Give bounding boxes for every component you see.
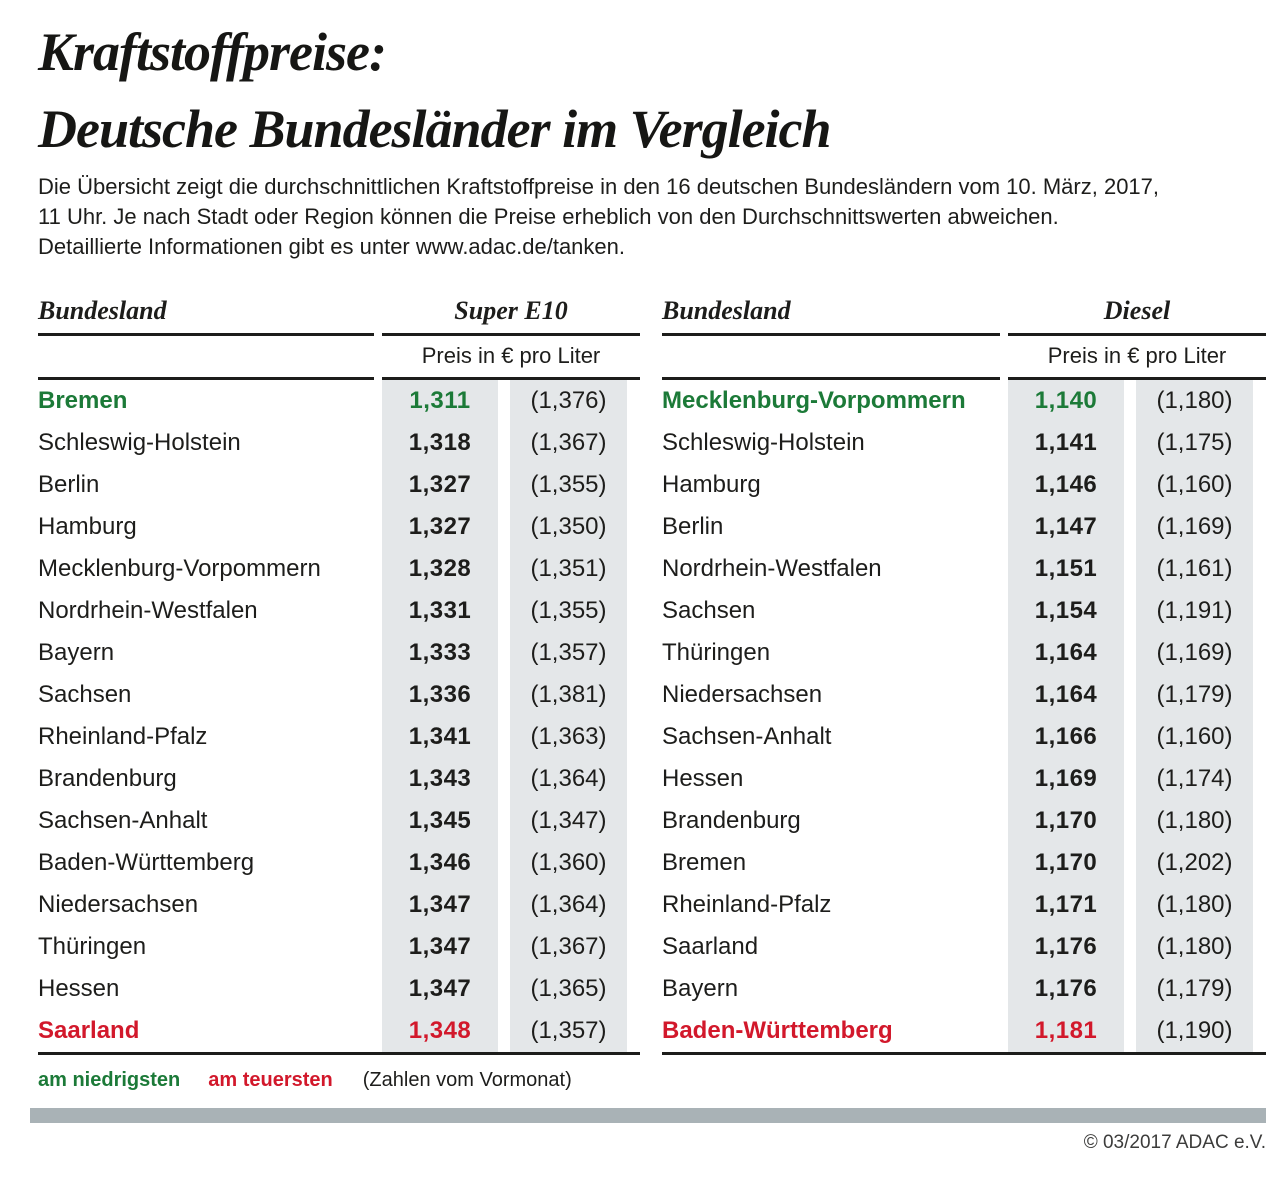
state-name: Bremen [662, 849, 747, 876]
price-previous: (1,376) [510, 380, 627, 422]
price-current: 1,164 [1008, 674, 1124, 716]
price-previous: (1,381) [510, 674, 627, 716]
state-name: Bayern [38, 639, 115, 666]
price-current: 1,181 [1008, 1010, 1124, 1052]
price-previous: (1,363) [510, 716, 627, 758]
column-header-unit: Preis in € pro Liter [1008, 336, 1266, 380]
table-row [662, 842, 1266, 884]
legend-highest-label: am teuersten [208, 1069, 333, 1091]
price-current: 1,166 [1008, 716, 1124, 758]
state-name: Sachsen [38, 681, 132, 708]
table-body-diesel [662, 380, 1266, 1055]
state-name: Hamburg [662, 471, 761, 498]
state-name: Saarland [662, 933, 759, 960]
price-previous: (1,364) [510, 884, 627, 926]
legend-lowest-label: am niedrigsten [38, 1069, 181, 1091]
state-name: Thüringen [38, 933, 147, 960]
table-row [38, 464, 640, 506]
price-current: 1,347 [382, 926, 498, 968]
table-row [662, 716, 1266, 758]
price-previous: (1,169) [1136, 506, 1253, 548]
price-previous: (1,355) [510, 590, 627, 632]
column-header-diesel: Diesel [1008, 296, 1266, 336]
table-row [38, 674, 640, 716]
page-title-line2: Deutsche Bundesländer im Vergleich [38, 99, 831, 159]
price-current: 1,318 [382, 422, 498, 464]
price-previous: (1,367) [510, 926, 627, 968]
state-name: Bremen [38, 387, 128, 414]
page-title-line1: Kraftstoffpreise: [38, 22, 386, 82]
price-previous: (1,367) [510, 422, 627, 464]
state-name: Saarland [38, 1017, 140, 1044]
state-name: Nordrhein-Westfalen [38, 597, 258, 624]
state-name: Berlin [662, 513, 724, 540]
table-row [662, 632, 1266, 674]
price-previous: (1,360) [510, 842, 627, 884]
state-name: Niedersachsen [38, 891, 199, 918]
intro-line2: 11 Uhr. Je nach Stadt oder Region können die Preise erheblich von den Durchschnittswerten abweichen. [38, 204, 1059, 229]
table-row [38, 842, 640, 884]
price-current: 1,343 [382, 758, 498, 800]
column-header-bundesland: Bundesland [38, 296, 374, 336]
intro-line3: Detaillierte Informationen gibt es unter www.adac.de/tanken. [38, 234, 625, 259]
state-name: Rheinland-Pfalz [38, 723, 208, 750]
state-name: Niedersachsen [662, 681, 823, 708]
table-row [38, 800, 640, 842]
state-name: Sachsen-Anhalt [662, 723, 832, 750]
price-current: 1,311 [382, 380, 498, 422]
copyright-notice: © 03/2017 ADAC e.V. [1083, 1132, 1266, 1153]
table-row [662, 1010, 1266, 1052]
price-current: 1,347 [382, 884, 498, 926]
table-row [38, 716, 640, 758]
state-name: Rheinland-Pfalz [662, 891, 832, 918]
table-row [662, 968, 1266, 1010]
state-name: Hamburg [38, 513, 137, 540]
table-row [38, 968, 640, 1010]
price-current: 1,336 [382, 674, 498, 716]
price-current: 1,331 [382, 590, 498, 632]
price-previous: (1,180) [1136, 884, 1253, 926]
legend-note: (Zahlen vom Vormonat) [362, 1069, 572, 1091]
price-previous: (1,169) [1136, 632, 1253, 674]
table-row [662, 884, 1266, 926]
table-row [38, 926, 640, 968]
legend [38, 1069, 1266, 1092]
state-name: Thüringen [662, 639, 771, 666]
price-current: 1,140 [1008, 380, 1124, 422]
price-previous: (1,180) [1136, 926, 1253, 968]
table-row [662, 800, 1266, 842]
table-row [662, 590, 1266, 632]
price-current: 1,346 [382, 842, 498, 884]
price-previous: (1,351) [510, 548, 627, 590]
price-previous: (1,161) [1136, 548, 1253, 590]
price-previous: (1,191) [1136, 590, 1253, 632]
divider-bar [30, 1108, 1266, 1123]
price-current: 1,327 [382, 464, 498, 506]
state-name: Hessen [38, 975, 120, 1002]
price-previous: (1,180) [1136, 380, 1253, 422]
table-super-e10 [38, 296, 640, 1055]
tables-container [38, 296, 1266, 1055]
price-current: 1,151 [1008, 548, 1124, 590]
price-previous: (1,202) [1136, 842, 1253, 884]
price-previous: (1,179) [1136, 968, 1253, 1010]
price-previous: (1,364) [510, 758, 627, 800]
state-name: Mecklenburg-Vorpommern [662, 387, 966, 414]
price-previous: (1,350) [510, 506, 627, 548]
price-current: 1,141 [1008, 422, 1124, 464]
state-name: Brandenburg [662, 807, 801, 834]
subheader-spacer [662, 336, 1000, 380]
table-row [38, 758, 640, 800]
table-row [38, 380, 640, 422]
table-row [38, 548, 640, 590]
price-current: 1,328 [382, 548, 498, 590]
price-current: 1,170 [1008, 800, 1124, 842]
state-name: Sachsen-Anhalt [38, 807, 208, 834]
price-previous: (1,190) [1136, 1010, 1253, 1052]
price-current: 1,154 [1008, 590, 1124, 632]
state-name: Berlin [38, 471, 100, 498]
state-name: Hessen [662, 765, 744, 792]
price-previous: (1,160) [1136, 716, 1253, 758]
price-current: 1,341 [382, 716, 498, 758]
price-current: 1,164 [1008, 632, 1124, 674]
table-row [38, 632, 640, 674]
table-row [662, 422, 1266, 464]
price-previous: (1,347) [510, 800, 627, 842]
table-row [662, 380, 1266, 422]
column-header-super-e10: Super E10 [382, 296, 640, 336]
table-row [662, 548, 1266, 590]
table-row [38, 884, 640, 926]
state-name: Sachsen [662, 597, 756, 624]
intro-text [38, 172, 1266, 262]
price-previous: (1,355) [510, 464, 627, 506]
state-name: Schleswig-Holstein [38, 429, 241, 456]
table-row [662, 464, 1266, 506]
state-name: Baden-Württemberg [38, 849, 255, 876]
state-name: Mecklenburg-Vorpommern [38, 555, 321, 582]
price-previous: (1,174) [1136, 758, 1253, 800]
table-header-row [662, 296, 1266, 336]
table-subheader-row [662, 336, 1266, 380]
table-row [38, 1010, 640, 1052]
price-current: 1,147 [1008, 506, 1124, 548]
table-row [38, 590, 640, 632]
price-previous: (1,365) [510, 968, 627, 1010]
price-current: 1,333 [382, 632, 498, 674]
column-header-bundesland: Bundesland [662, 296, 1000, 336]
table-row [38, 422, 640, 464]
table-body-super-e10 [38, 380, 640, 1055]
table-header-row [38, 296, 640, 336]
price-previous: (1,180) [1136, 800, 1253, 842]
table-row [662, 758, 1266, 800]
state-name: Brandenburg [38, 765, 177, 792]
price-previous: (1,160) [1136, 464, 1253, 506]
price-previous: (1,175) [1136, 422, 1253, 464]
table-row [38, 506, 640, 548]
price-current: 1,171 [1008, 884, 1124, 926]
price-previous: (1,357) [510, 632, 627, 674]
price-current: 1,345 [382, 800, 498, 842]
state-name: Bayern [662, 975, 739, 1002]
table-subheader-row [38, 336, 640, 380]
price-current: 1,176 [1008, 968, 1124, 1010]
price-current: 1,348 [382, 1010, 498, 1052]
price-previous: (1,357) [510, 1010, 627, 1052]
price-current: 1,347 [382, 968, 498, 1010]
price-previous: (1,179) [1136, 674, 1253, 716]
column-header-unit: Preis in € pro Liter [382, 336, 640, 380]
price-current: 1,327 [382, 506, 498, 548]
table-diesel [662, 296, 1266, 1055]
table-row [662, 674, 1266, 716]
state-name: Nordrhein-Westfalen [662, 555, 882, 582]
price-current: 1,169 [1008, 758, 1124, 800]
state-name: Schleswig-Holstein [662, 429, 865, 456]
state-name: Baden-Württemberg [662, 1017, 893, 1044]
page-title [38, 14, 1266, 168]
table-row [662, 926, 1266, 968]
price-current: 1,170 [1008, 842, 1124, 884]
intro-line1: Die Übersicht zeigt die durchschnittlichen Kraftstoffpreise in den 16 deutschen Bundesländern vom 10. März, 2017, [38, 174, 1160, 199]
price-current: 1,176 [1008, 926, 1124, 968]
price-current: 1,146 [1008, 464, 1124, 506]
table-row [662, 506, 1266, 548]
subheader-spacer [38, 336, 374, 380]
